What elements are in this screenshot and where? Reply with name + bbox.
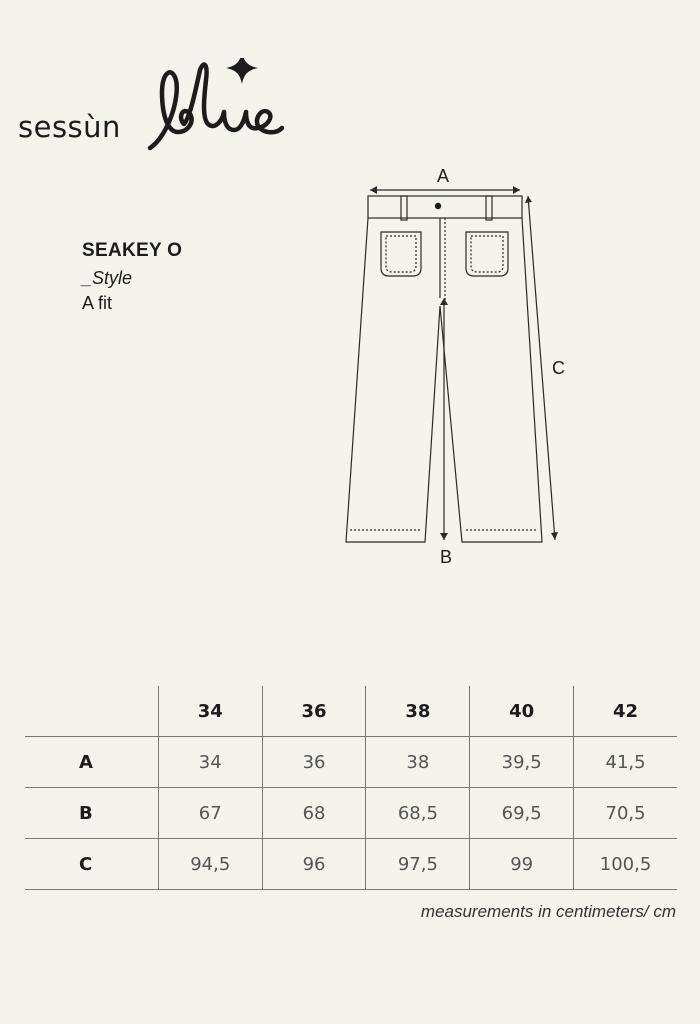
size-table xyxy=(25,686,677,890)
table-cell: 97,5 xyxy=(366,839,470,890)
table-cell: 100,5 xyxy=(574,839,677,890)
brand-wordmark: sessùn xyxy=(18,110,121,144)
table-row xyxy=(25,839,677,890)
button-icon xyxy=(435,203,441,209)
measurement-footnote: measurements in centimeters/ cm xyxy=(420,902,676,921)
row-label: A xyxy=(25,737,158,788)
belt-loop xyxy=(401,196,407,220)
table-cell: 68 xyxy=(262,788,366,839)
measure-label-b: B xyxy=(440,547,453,567)
belt-loop xyxy=(486,196,492,220)
size-header: 34 xyxy=(158,686,262,737)
table-cell: 94,5 xyxy=(158,839,262,890)
size-header: 38 xyxy=(366,686,470,737)
table-cell: 69,5 xyxy=(470,788,574,839)
table-cell: 34 xyxy=(158,737,262,788)
table-corner-cell xyxy=(25,686,158,737)
table-cell: 68,5 xyxy=(366,788,470,839)
measure-label-a: A xyxy=(437,166,450,186)
product-style-label: _Style xyxy=(82,268,133,288)
table-cell: 99 xyxy=(470,839,574,890)
table-cell: 70,5 xyxy=(574,788,677,839)
waistband xyxy=(368,196,522,218)
table-cell: 67 xyxy=(158,788,262,839)
size-header: 40 xyxy=(470,686,574,737)
row-label: C xyxy=(25,839,158,890)
table-cell: 41,5 xyxy=(574,737,677,788)
table-row xyxy=(25,788,677,839)
table-row xyxy=(25,737,677,788)
product-name: SEAKEY O xyxy=(82,240,183,261)
measure-c-line xyxy=(528,196,555,540)
table-cell: 36 xyxy=(262,737,366,788)
measure-label-c: C xyxy=(552,358,565,378)
table-cell: 96 xyxy=(262,839,366,890)
product-fit: A fit xyxy=(82,293,113,313)
table-cell: 39,5 xyxy=(470,737,574,788)
size-header: 42 xyxy=(574,686,677,737)
size-table-header-row xyxy=(25,686,677,737)
size-header: 36 xyxy=(262,686,366,737)
table-cell: 38 xyxy=(366,737,470,788)
row-label: B xyxy=(25,788,158,839)
